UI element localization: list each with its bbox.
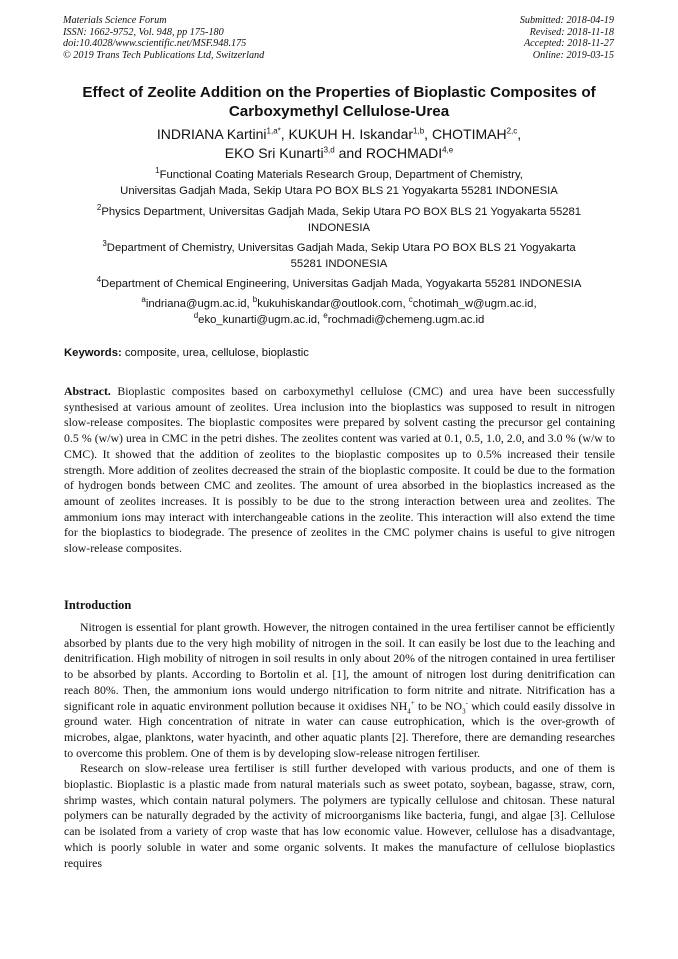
email-e[interactable]: rochmadi@chemeng.ugm.ac.id (327, 314, 485, 326)
author-emails: $^a$indriana@ugm.ac.id, $^b$kukuhiskandar@outlook.com, $^c$chotimah_w@ugm.ac.id, $^d$eko_kunarti@ugm.ac.id, $^e$rochmadi@chemeng.ugm.ac.id (141, 295, 537, 326)
journal-header (63, 15, 264, 61)
keywords-text: composite, urea, cellulose, bioplastic (121, 347, 309, 359)
author-5-affil: 4,e (442, 145, 454, 155)
journal-doi[interactable]: doi:10.4028/www.scientific.net/MSF.948.175 (63, 38, 247, 50)
email-c[interactable]: chotimah_w@ugm.ac.id, (412, 298, 537, 310)
author-4-affil: 3,d (323, 145, 335, 155)
keywords-label: Keywords: (64, 347, 122, 359)
author-1-affil: 1,a* (266, 126, 281, 136)
affiliation-2: $^2$Physics Department, Universitas Gadjah Mada, Sekip Utara PO BOX BLS 21 Yogyakarta 55281 INDONESIA (96, 203, 582, 234)
author-2-affil: 1,b (413, 126, 425, 136)
accepted-date: Accepted: 2018-11-27 (523, 38, 614, 50)
paper-title-line-2: Carboxymethyl Cellulose-Urea (228, 103, 450, 120)
author-3: CHOTIMAH (431, 126, 507, 142)
intro-paragraph-1: Nitrogen is essential for plant growth. However, the nitrogen contained in the urea fertiliser cannot be efficiently absorbed by plants due to the very high mobility of nitrogen in the soil. It can easily be lost due to the leaching and denitrification. High mobility of nitrogen in soil results in only about 20% of the nitrogen contained in urea fertiliser to be absorbed by plants. According to Bortolin et al. [1], the amount of nitrogen lost during denitrification can reach 80%. Then, the ammonium ions would undergo nitrification to form nitrite and nitrate. Nitrification has a significant role in aquatic environment pollution because it oxidises $NH_4^+$ to be $NO_3^-$ which could easily dissolve in ground water. High concentration of nitrate in water can cause eutrophication, which is the over-growth of microbes, algae, planktons, water hyacinth, and other aquatic plants [2]. Therefore, there are demanding researches to overcome this problem. One of them is by developing slow-release nitrogen fertiliser. (64, 620, 615, 760)
author-3-affil: 2,c (506, 126, 518, 136)
online-date: Online: 2019-03-15 (532, 49, 614, 61)
paper-title (50, 83, 628, 121)
journal-name: Materials Science Forum (63, 15, 167, 26)
author-list: INDRIANA Kartini$^{1,a*}$, KUKUH H. Iskandar$^{1,b}$, CHOTIMAH$^{2,c}$, EKO Sri Kunarti$^{3,d}$ and ROCHMADI$^{4,e}$ (156, 126, 522, 161)
author-4: EKO Sri Kunarti (224, 145, 324, 161)
abstract-text: Bioplastic composites based on carboxymethyl cellulose (CMC) and urea have been successfully synthesised at various amount of zeolites. Urea inclusion into the bioplastics was supposed to result in nitrogen slow-release composites. The bioplastic composites were prepared by solvent casting the precursor gel containing 0.5 % (w/w) urea in CMC in the petri dishes. The zeolites content was varied at 0.1, 0.5, 1.0, 2.0, and 3.0 % (w/w to CMC). It showed that the addition of zeolites to the bioplastic composites up to 0.5% increased their tensile strength. More addition of zeolites decreased the strain of the bioplastic composite. It could be due to the formation of hydrogen bonds between CMC and zeolites. The amount of urea absorbed in the bioplastics increased as the amount of zeolites increases. It is possibly to be due to the strong interaction between urea and zeolites. The ammonium ions may interact with interchangeable cations in the zeolite. This interaction will also extend the time for the bioplastics to biodegrade. The presence of zeolites in the CMC polymer chains is useful to give nitrogen slow-release composites. (64, 384, 615, 556)
author-2: KUKUH H. Iskandar (288, 126, 414, 142)
email-b[interactable]: kukuhiskandar@outlook.com, (257, 298, 409, 310)
email-a[interactable]: indriana@ugm.ac.id, (145, 298, 253, 310)
author-1: INDRIANA Kartini (156, 126, 267, 142)
intro-paragraph-2: Research on slow-release urea fertiliser is still further developed with various products, and one of them is bioplastic. Bioplastic is a plastic made from natural materials such as sweet potato, soybean, bagasse, straw, corn, shrimp wastes, which contain natural polymers. The polymers are typically cellulose and chitosan. These natural polymers can be naturally degraded by the activity of microorganisms like bacteria, fungi, and algae [3]. Cellulose can be isolated from a variety of crop waste that has low economic value. However, cellulose has a disadvantage, which is poorly soluble in water and some organic solvents. It makes the manufacture of cellulose bioplastics requires (64, 761, 615, 870)
ammonium-formula: $NH_4^+$ (390, 698, 415, 715)
journal-copyright: © 2019 Trans Tech Publications Ltd, Switzerland (63, 49, 265, 61)
section-heading-introduction: Introduction (64, 598, 132, 612)
affiliation-3: $^3$Department of Chemistry, Universitas Gadjah Mada, Sekip Utara PO BOX BLS 21 Yogyakarta 55281 INDONESIA (102, 239, 576, 270)
affiliation-4: $^4$Department of Chemical Engineering, Universitas Gadjah Mada, Yogyakarta 55281 INDONESIA (96, 275, 582, 290)
abstract-label: Abstract. (64, 384, 111, 398)
revised-date: Revised: 2018-11-18 (529, 26, 614, 38)
email-d[interactable]: eko_kunarti@ugm.ac.id, (198, 314, 324, 326)
affiliation-1: $^1$Functional Coating Materials Research Group, Department of Chemistry, Universitas Gadjah Mada, Sekip Utara PO BOX BLS 21 Yogyakarta 55281 INDONESIA (120, 166, 558, 197)
author-5: and ROCHMADI (338, 145, 443, 161)
introduction-body (64, 620, 615, 871)
nitrate-formula: $NO_3^-$ (445, 698, 468, 715)
submitted-date: Submitted: 2018-04-19 (519, 15, 614, 26)
abstract (64, 384, 615, 557)
paper-title-line-1: Effect of Zeolite Addition on the Properties of Bioplastic Composites of (82, 84, 596, 101)
keywords (64, 347, 309, 359)
dates-header (520, 15, 614, 61)
journal-issn: ISSN: 1662-9752, Vol. 948, pp 175-180 (63, 26, 224, 38)
